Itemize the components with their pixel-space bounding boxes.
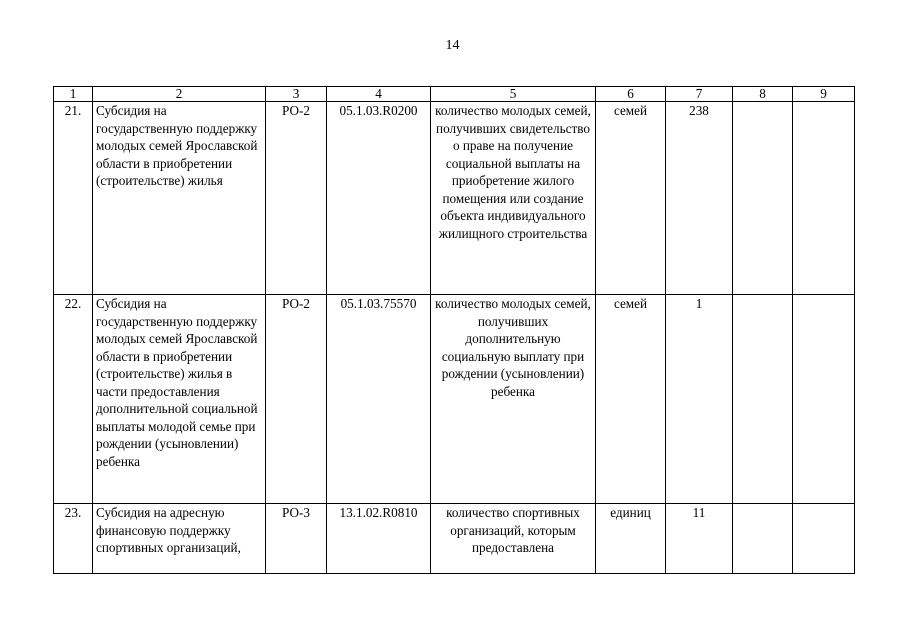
indicator: количество молодых семей, получивших свидетельство о праве на получение социальной выплаты на приобретение жилого помещения или создание объекта индивидуального жилищного строительства <box>431 102 596 295</box>
budget-code: 05.1.03.R0200 <box>327 102 431 295</box>
header-cell: 4 <box>327 87 431 102</box>
header-cell: 8 <box>733 87 793 102</box>
row-number: 22. <box>54 295 93 504</box>
table-row <box>54 504 855 574</box>
value: 238 <box>666 102 733 295</box>
header-cell: 7 <box>666 87 733 102</box>
row-number: 21. <box>54 102 93 295</box>
indicator: количество спортивных организаций, которым предоставлена <box>431 504 596 574</box>
unit: единиц <box>596 504 666 574</box>
unit: семей <box>596 102 666 295</box>
col9-cell <box>793 504 855 574</box>
data-table <box>53 86 855 574</box>
budget-code: 05.1.03.75570 <box>327 295 431 504</box>
header-cell: 2 <box>93 87 266 102</box>
col8-cell <box>733 504 793 574</box>
subsidy-name: Субсидия на государственную поддержку молодых семей Ярославской области в приобретении (строительстве) жилья в части предоставления дополнительной социальной выплаты молодой семье при рождении (усыновлении) ребенка <box>93 295 266 504</box>
col9-cell <box>793 102 855 295</box>
subsidy-name: Субсидия на государственную поддержку молодых семей Ярославской области в приобретении (строительстве) жилья <box>93 102 266 295</box>
header-cell: 1 <box>54 87 93 102</box>
org-code: РО-2 <box>266 102 327 295</box>
org-code: РО-2 <box>266 295 327 504</box>
value: 11 <box>666 504 733 574</box>
unit: семей <box>596 295 666 504</box>
table-row <box>54 102 855 295</box>
header-cell: 9 <box>793 87 855 102</box>
row-number: 23. <box>54 504 93 574</box>
org-code: РО-3 <box>266 504 327 574</box>
header-cell: 5 <box>431 87 596 102</box>
col8-cell <box>733 102 793 295</box>
header-row <box>54 87 855 102</box>
page-number: 14 <box>445 38 460 53</box>
budget-code: 13.1.02.R0810 <box>327 504 431 574</box>
header-cell: 3 <box>266 87 327 102</box>
table-row <box>54 295 855 504</box>
col9-cell <box>793 295 855 504</box>
header-cell: 6 <box>596 87 666 102</box>
indicator: количество молодых семей, получивших дополнительную социальную выплату при рождении (усыновлении) ребенка <box>431 295 596 504</box>
value: 1 <box>666 295 733 504</box>
col8-cell <box>733 295 793 504</box>
subsidy-name: Субсидия на адресную финансовую поддержку спортивных организаций, <box>93 504 266 574</box>
